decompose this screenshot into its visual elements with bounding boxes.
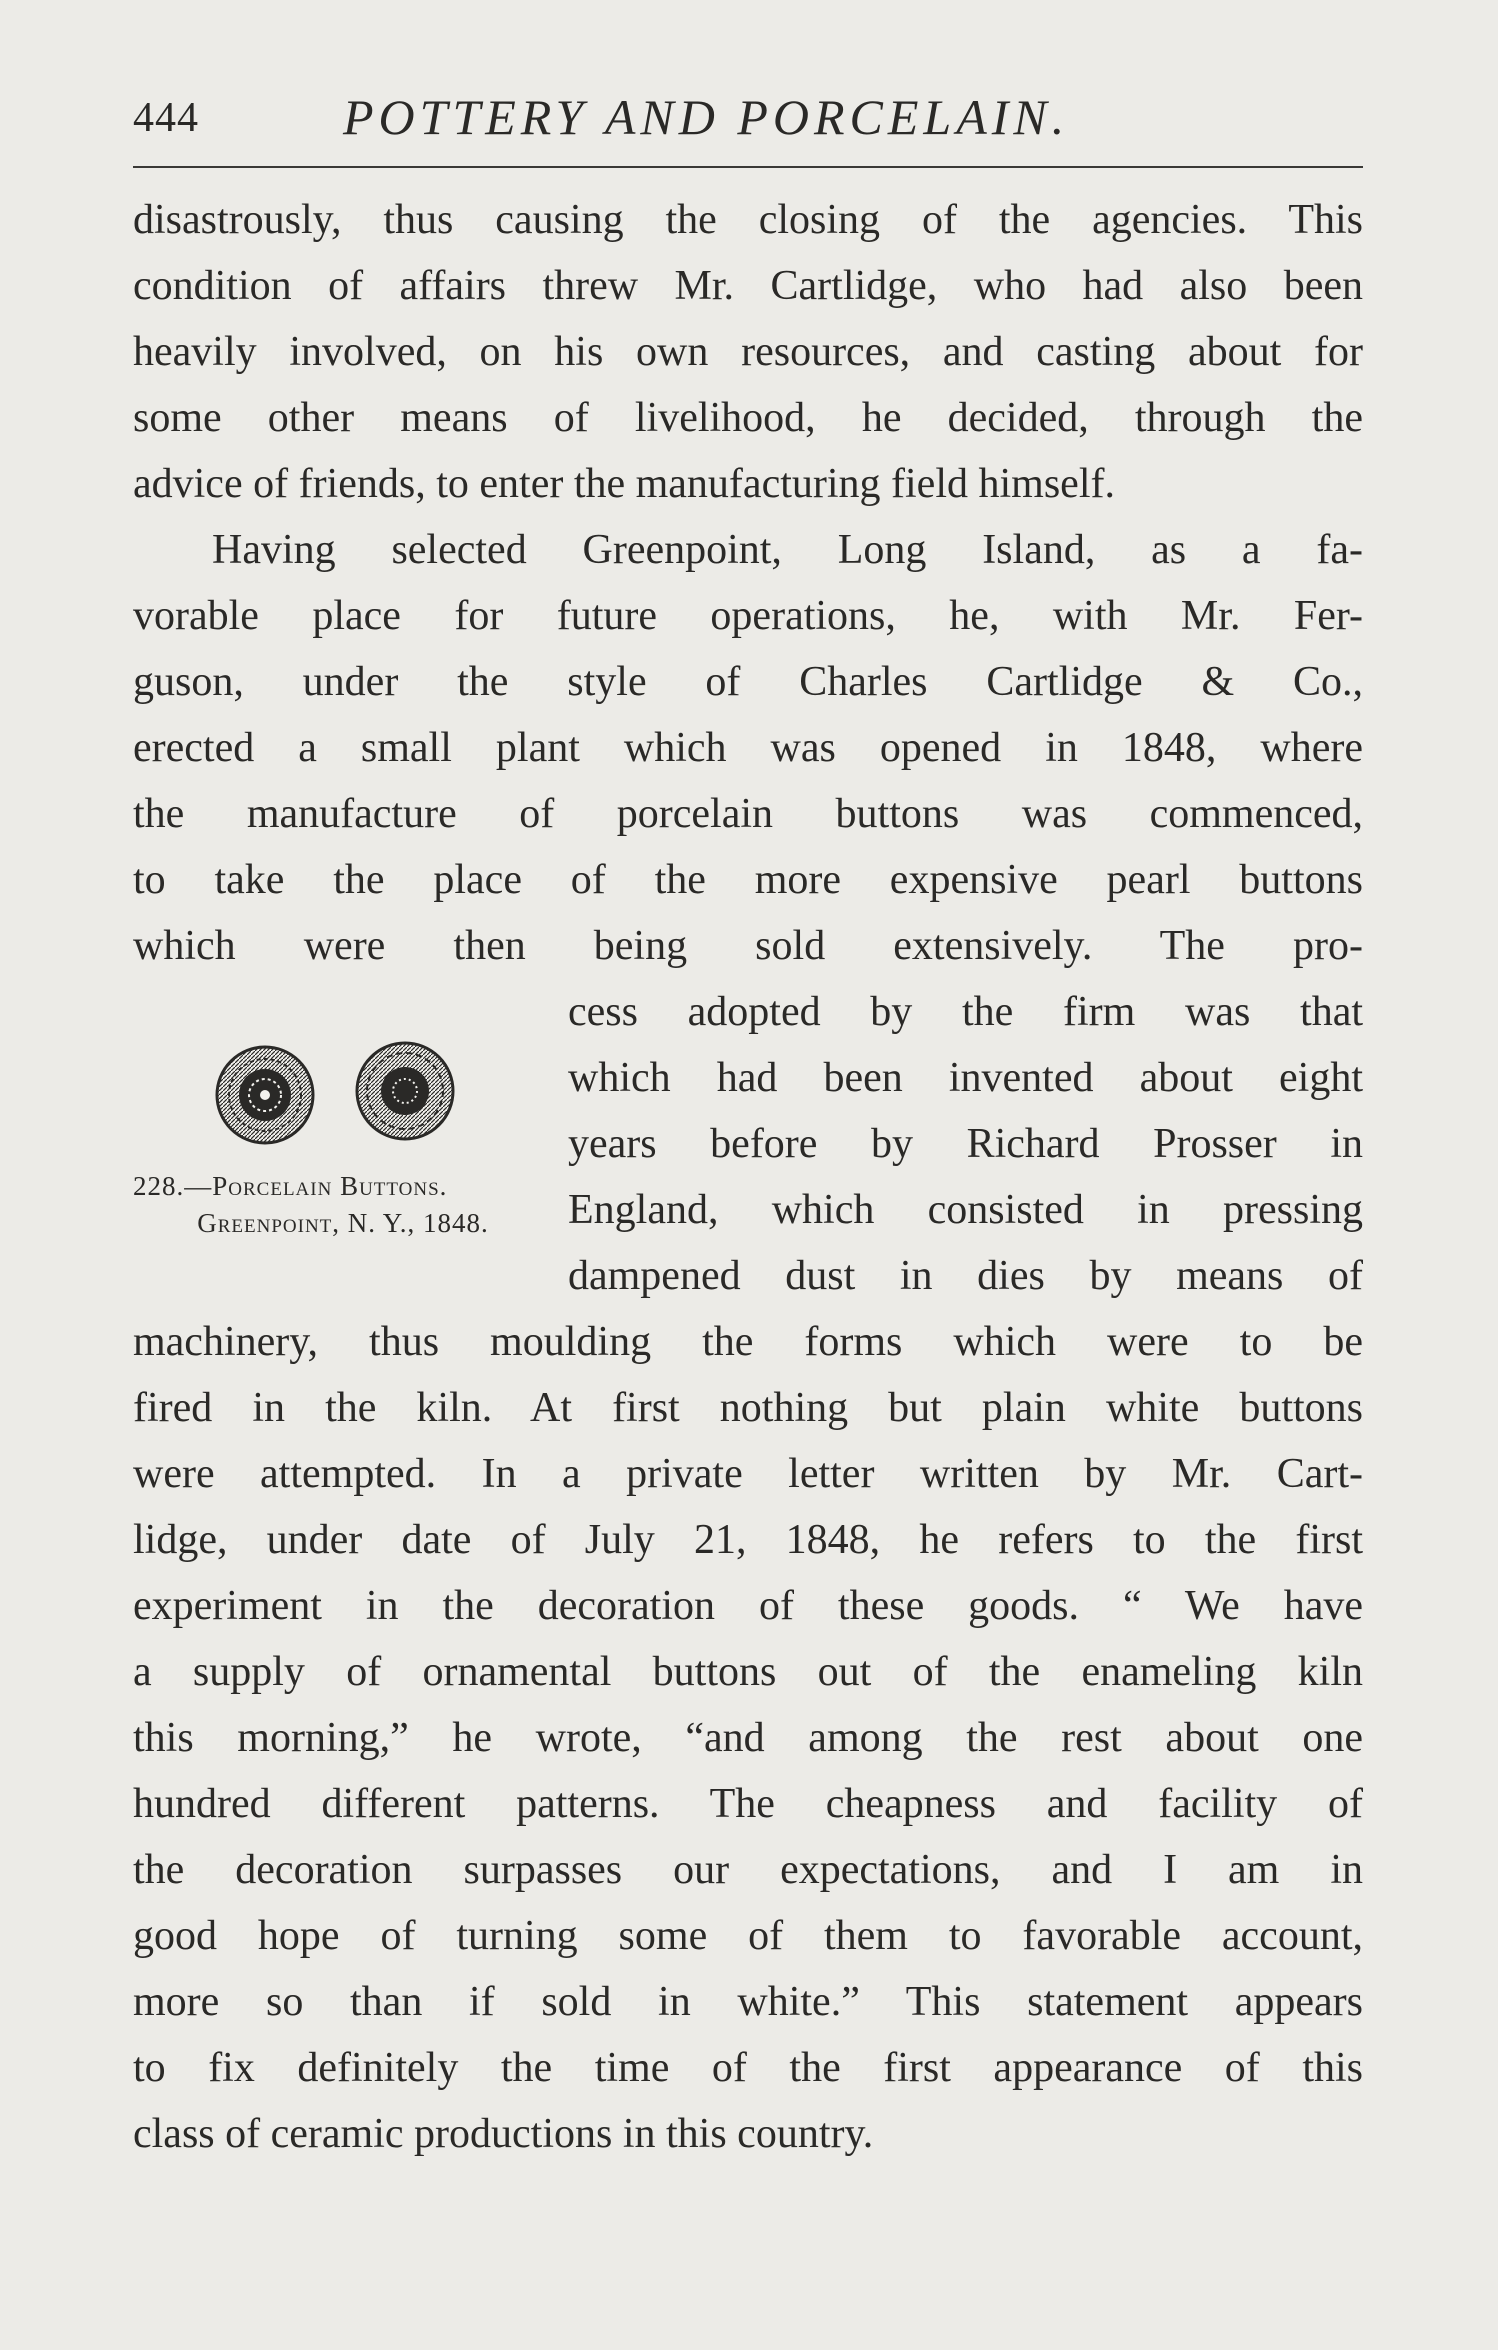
text-line: the manufacture of porcelain buttons was commenced, <box>133 791 1363 837</box>
text-line: class of ceramic productions in this country. <box>133 2111 874 2157</box>
text-line: the decoration surpasses our expectations, and I am in <box>133 1847 1363 1893</box>
text-line: heavily involved, on his own resources, and casting about for <box>133 329 1363 375</box>
text-line: which were then being sold extensively. The pro- <box>133 923 1363 969</box>
running-title: POTTERY AND PORCELAIN. <box>343 89 1070 145</box>
text-line: England, which consisted in pressing <box>568 1187 1363 1233</box>
text-line: this morning,” he wrote, “and among the rest about one <box>133 1715 1363 1761</box>
text-line: guson, under the style of Charles Cartlidge & Co., <box>133 659 1363 705</box>
running-header <box>133 88 1363 148</box>
text-line: to take the place of the more expensive pearl buttons <box>133 857 1363 903</box>
text-line: lidge, under date of July 21, 1848, he refers to the first <box>133 1517 1363 1563</box>
text-line: more so than if sold in white.” This statement appears <box>133 1979 1363 2025</box>
text-line: a supply of ornamental buttons out of the enameling kiln <box>133 1649 1363 1695</box>
text-line: experiment in the decoration of these goods. “ We have <box>133 1583 1363 1629</box>
text-line: fired in the kiln. At first nothing but plain white buttons <box>133 1385 1363 1431</box>
text-line: Having selected Greenpoint, Long Island, as a fa- <box>212 527 1363 573</box>
text-line: disastrously, thus causing the closing of the agencies. This <box>133 197 1363 243</box>
text-line: which had been invented about eight <box>568 1055 1363 1101</box>
text-line: good hope of turning some of them to favorable account, <box>133 1913 1363 1959</box>
figure-porcelain-buttons <box>133 1035 553 1255</box>
figure-caption-line1: 228.—Porcelain Buttons. <box>133 1171 448 1201</box>
porcelain-button-left <box>217 1047 313 1143</box>
text-line: machinery, thus moulding the forms which were to be <box>133 1319 1363 1365</box>
figure-caption-line2: Greenpoint, N. Y., 1848. <box>197 1208 489 1238</box>
text-line: condition of affairs threw Mr. Cartlidge, who had also been <box>133 263 1363 309</box>
text-line: cess adopted by the firm was that <box>568 989 1363 1035</box>
text-line: years before by Richard Prosser in <box>568 1121 1363 1167</box>
text-line: vorable place for future operations, he, with Mr. Fer- <box>133 593 1363 639</box>
text-line: dampened dust in dies by means of <box>568 1253 1363 1299</box>
text-line: to fix definitely the time of the first appearance of this <box>133 2045 1363 2091</box>
text-line: advice of friends, to enter the manufacturing field himself. <box>133 461 1115 507</box>
header-rule <box>133 166 1363 168</box>
text-line: hundred different patterns. The cheapness and facility of <box>133 1781 1363 1827</box>
porcelain-buttons-illustration <box>195 1035 475 1155</box>
text-line: erected a small plant which was opened in 1848, where <box>133 725 1363 771</box>
text-line: were attempted. In a private letter written by Mr. Cart- <box>133 1451 1363 1497</box>
porcelain-button-right <box>357 1043 453 1139</box>
page-number: 444 <box>133 95 199 141</box>
text-line: some other means of livelihood, he decided, through the <box>133 395 1363 441</box>
